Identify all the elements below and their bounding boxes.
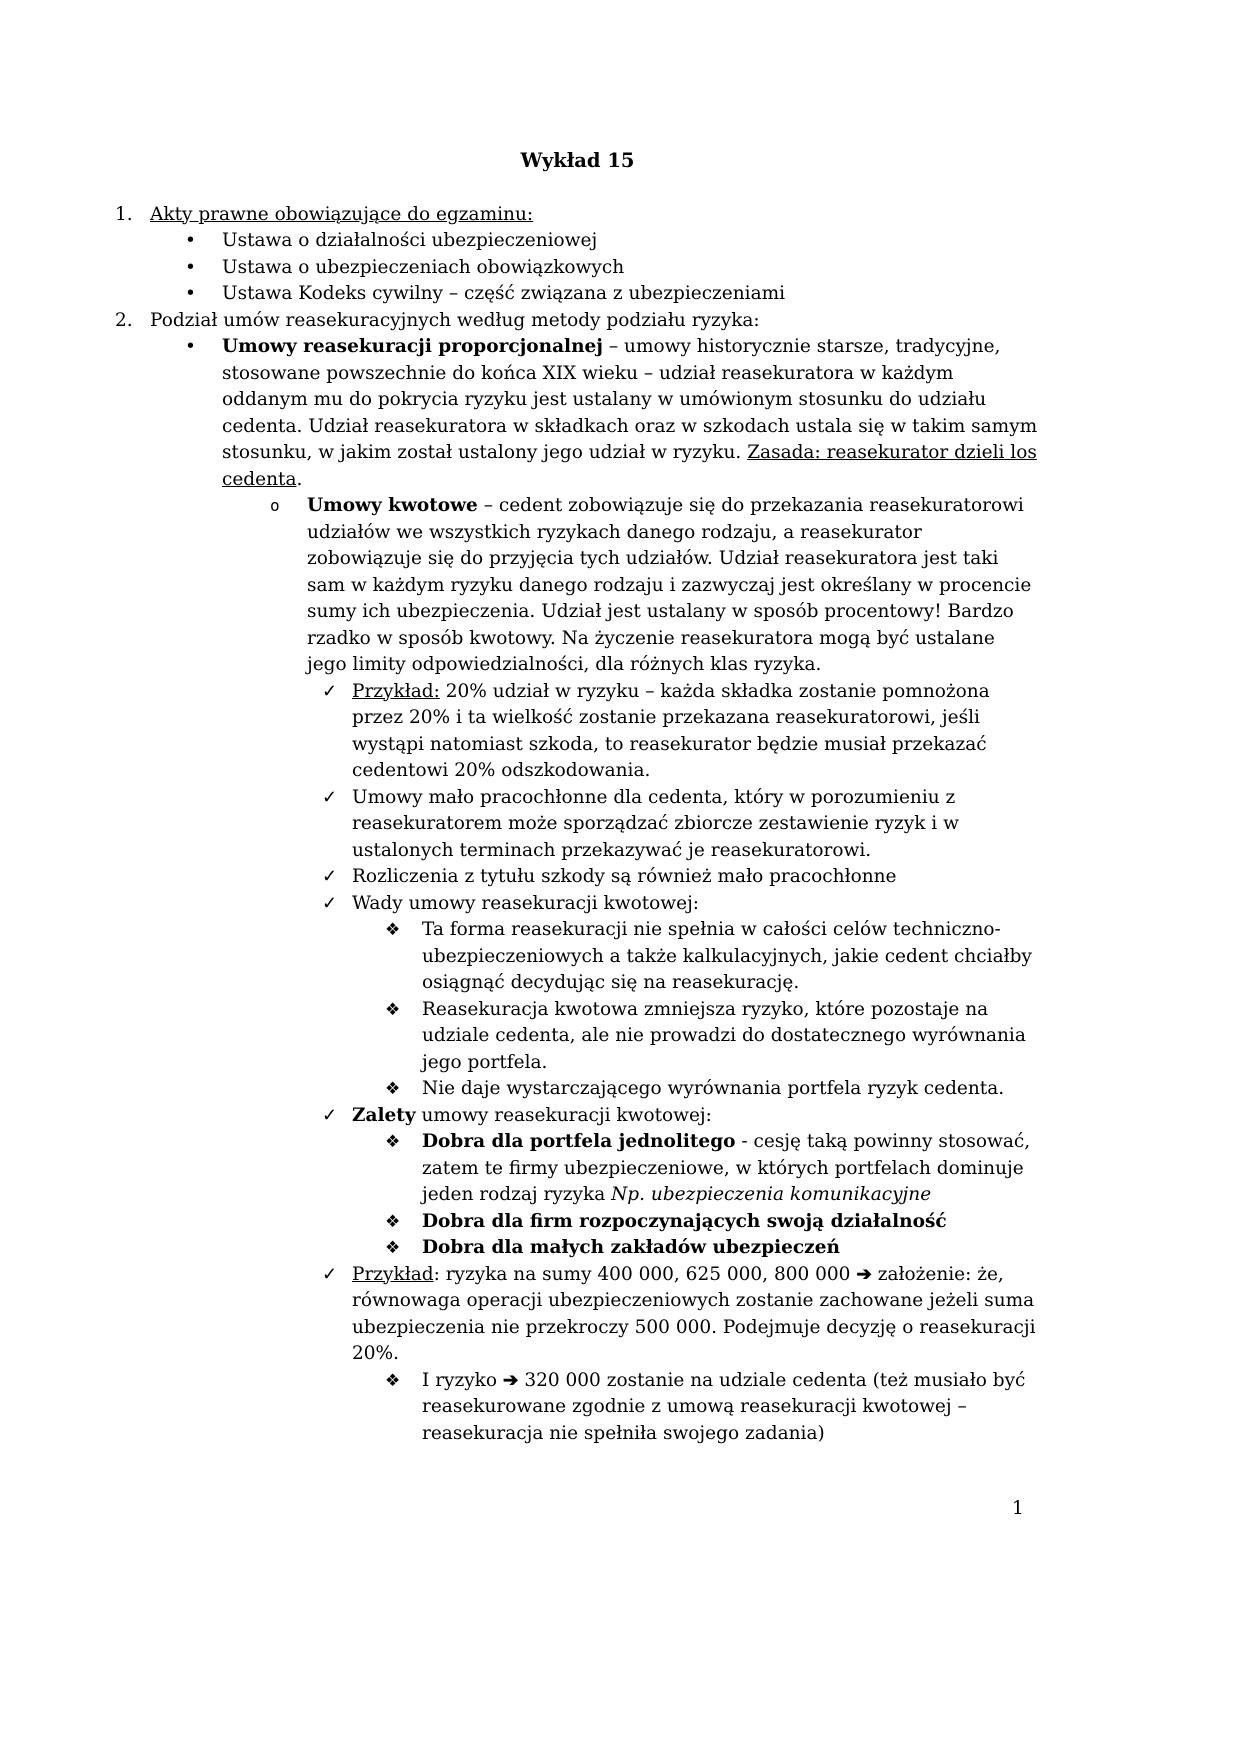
item-text: Ustawa o działalności ubezpieczeniowej — [222, 230, 598, 251]
italic-text: Np. ubezpieczenia komunikacyjne — [611, 1184, 932, 1205]
text-segment: założenie: że, równowaga operacji ubezpieczeniowych zostanie zachowane jeżeli suma ubezpieczenia nie przekroczy 500 000. Podejmuje decyzję o reasekuracji 20%. — [352, 1263, 1036, 1364]
text-segment: : ryzyka na sumy 400 000, 625 000, 800 000 — [433, 1263, 857, 1285]
check-item-wady — [322, 891, 1040, 918]
diamond-item-ryzyko — [385, 1368, 1040, 1448]
item-text: Reasekuracja kwotowa zmniejsza ryzyko, które pozostaje na udziale cedenta, ale nie prowadzi do dostatecznego wyrównania jego portfela. — [422, 998, 1026, 1073]
item-text: Ustawa Kodeks cywilny – część związana z ubezpieczeniami — [222, 283, 786, 304]
bullet-item — [185, 228, 1040, 255]
underlined-text: Akty prawne obowiązujące do egzaminu: — [150, 203, 534, 225]
diamond-item — [385, 997, 1040, 1077]
number-marker: 1. — [115, 203, 133, 225]
item-text: Umowy mało pracochłonne dla cedenta, który w porozumieniu z reasekuratorem może sporządzać zbiorcze zestawienie ryzyk i w ustalonych terminach przekazywać je reasekuratorowi. — [352, 786, 959, 861]
sub-item-kwotowe — [270, 493, 1040, 679]
item-text: Ustawa o ubezpieczeniach obowiązkowych — [222, 256, 625, 278]
bullet-item — [185, 255, 1040, 282]
item-text — [222, 334, 1040, 493]
underlined-text: Przykład — [352, 1263, 434, 1285]
bullet-marker: • — [185, 336, 196, 357]
item-text — [307, 493, 1040, 679]
numbered-item-1 — [115, 202, 1040, 229]
number-marker: 2. — [115, 309, 133, 331]
diamond-marker: ❖ — [385, 1211, 401, 1232]
numbered-item-2 — [115, 308, 1040, 335]
check-item — [322, 785, 1040, 865]
bullet-item — [185, 281, 1040, 308]
check-marker: ✓ — [322, 1104, 338, 1126]
check-marker: ✓ — [322, 892, 338, 914]
text-segment: 320 000 zostanie na udziale cedenta (też musiało być reasekurowane zgodnie z umową reasekuracji kwotowej – reasekuracja nie spełniła swojego zadania) — [422, 1369, 1026, 1444]
bullet-marker: • — [185, 230, 196, 251]
document-body — [115, 148, 1040, 1447]
item-text — [352, 1262, 1040, 1368]
text-segment: – cedent zobowiązuje się do przekazania reasekuratorowi udziałów we wszystkich ryzykach danego rodzaju, a reasekurator zobowiązuje się do przyjęcia tych udziałów. Udział reasekuratora jest taki sam w każdym ryzyku danego rodzaju i zazwyczaj jest określany w procencie sumy ich ubezpieczenia. Udział jest ustalany w sposób procentowy! Bardzo rzadko w sposób kwotowy. Na życzenie reasekuratora mogą być ustalane jego limity odpowiedzialności, dla różnych klas ryzyka. — [307, 495, 1032, 675]
diamond-marker: ❖ — [385, 1238, 401, 1258]
bold-text: Umowy reasekuracji proporcjonalnej — [222, 336, 604, 357]
bullet-marker: • — [185, 283, 196, 304]
page-number: 1 — [1012, 1498, 1024, 1519]
diamond-marker: ❖ — [385, 1079, 401, 1099]
text-segment: . — [296, 468, 303, 490]
item-text: Podział umów reasekuracyjnych według metody podziału ryzyka: — [150, 309, 760, 331]
diamond-item-zalety-1 — [385, 1129, 1040, 1209]
item-text: Dobra dla firm rozpoczynających swoją działalność — [422, 1210, 947, 1232]
underlined-text: Przykład: — [352, 680, 440, 702]
diamond-item — [385, 917, 1040, 997]
arrow-right-icon: ➔ — [856, 1263, 872, 1285]
diamond-marker: ❖ — [385, 1370, 401, 1391]
lecture-title: Wykład 15 — [520, 149, 635, 172]
text-segment: - cesję taką powinny stosować, zatem te firmy ubezpieczeniowe, w których portfelach dominuje jeden rodzaj ryzyka — [422, 1131, 1031, 1205]
diamond-item — [385, 1076, 1040, 1103]
item-text — [352, 679, 1040, 785]
item-text — [352, 1103, 1040, 1130]
text-segment: – umowy historycznie starsze, tradycyjne, stosowane powszechnie do końca XIX wieku – udział reasekuratora w każdym oddanym mu do pokrycia ryzyku jest ustalany w umówionym stosunku do udziału cedenta. Udział reasekuratora w składkach oraz w szkodach ustala się w takim samym stosunku, w jakim został ustalony jego udział w ryzyku. — [222, 336, 1038, 463]
underlined-text: Zasada: reasekurator dzieli los cedenta — [222, 442, 1037, 490]
item-text: Rozliczenia z tytułu szkody są również mało pracochłonne — [352, 866, 897, 887]
arrow-right-icon: ➔ — [502, 1369, 519, 1391]
check-marker: ✓ — [322, 786, 338, 808]
item-text — [422, 1368, 1040, 1448]
circle-marker: o — [270, 496, 280, 515]
bullet-item-proporcjonalna — [185, 334, 1040, 493]
check-item — [322, 864, 1040, 891]
item-text — [150, 202, 1040, 229]
bold-text: Zalety — [352, 1104, 416, 1126]
diamond-item-zalety-2 — [385, 1209, 1040, 1236]
item-text: Ta forma reasekuracji nie spełnia w całości celów techniczno-ubezpieczeniowych a także kalkulacyjnych, jakie cedent chciałby osiągnąć decydując się na reasekurację. — [422, 919, 1032, 993]
bullet-marker: • — [185, 256, 196, 278]
check-item-zalety — [322, 1103, 1040, 1130]
text-segment: 20% udział w ryzyku – każda składka zostanie pomnożona przez 20% i ta wielkość zostanie przekazana reasekuratorowi, jeśli wystąpi natomiast szkoda, to reasekurator będzie musiał przekazać cedentowi 20% odszkodowania. — [352, 680, 990, 781]
text-segment: I ryzyko — [422, 1369, 503, 1391]
bold-text: Umowy kwotowe — [307, 495, 478, 516]
diamond-marker: ❖ — [385, 1132, 401, 1152]
check-marker: ✓ — [322, 866, 338, 887]
item-text: Dobra dla małych zakładów ubezpieczeń — [422, 1237, 840, 1258]
diamond-item-zalety-3 — [385, 1235, 1040, 1262]
check-marker: ✓ — [322, 1263, 338, 1285]
item-text — [422, 1129, 1040, 1209]
text-segment: umowy reasekuracji kwotowej: — [415, 1104, 712, 1126]
bold-text: Dobra dla portfela jednolitego — [422, 1131, 736, 1152]
item-text: Wady umowy reasekuracji kwotowej: — [352, 892, 700, 914]
item-text: Nie daje wystarczającego wyrównania portfela ryzyk cedenta. — [422, 1078, 1005, 1099]
diamond-marker: ❖ — [385, 920, 401, 940]
check-marker: ✓ — [322, 680, 338, 702]
check-item-przyklad-1 — [322, 679, 1040, 785]
check-item-przyklad-2 — [322, 1262, 1040, 1368]
diamond-marker: ❖ — [385, 999, 401, 1020]
